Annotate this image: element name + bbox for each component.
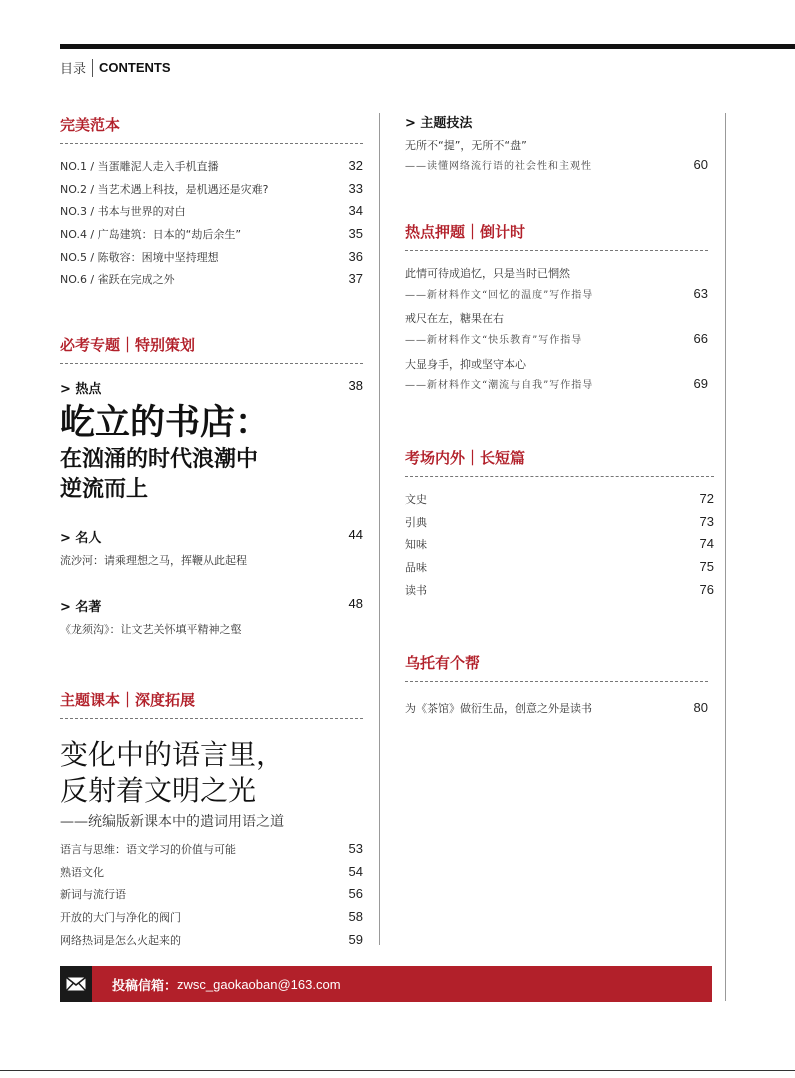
entry-title: NO.2 / 当艺术遇上科技，是机遇还是灾难? [60,182,269,196]
toc-entry[interactable] [60,203,363,226]
hotpoint-list [405,263,708,399]
toc-entry[interactable] [60,226,363,249]
entry-page: 59 [348,931,363,947]
toc-entry[interactable] [405,582,714,605]
toc-entry[interactable] [60,932,363,955]
submission-bar [60,966,712,1002]
entry-title: 品味 [405,561,427,575]
technique-label: > 主题技法 [405,116,473,131]
technique-guide: ——读懂网络流行语的社会性和主观性 [405,161,592,172]
top-rule [60,44,795,49]
toc-entry[interactable] [60,158,363,181]
section-special [60,334,363,637]
header-en: CONTENTS [99,60,171,75]
section-title: 必考专题｜特别策划 [60,334,363,364]
textbook-headline-2: 反射着文明之光 [60,774,257,807]
hotpoint-text: 大显身手，抑或坚守本心 [405,357,526,371]
entry-page: 35 [348,226,363,242]
toc-entry[interactable] [60,841,363,864]
utopia-text: 为《茶馆》做衍生品，创意之外是读书 [405,702,592,715]
hot-label: > 热点 [60,382,102,397]
section-utopia [405,652,708,723]
entry-title: NO.5 / 陈敬容：困境中坚持理想 [60,250,219,264]
entry-title: 网络热词是怎么火起来的 [60,933,181,947]
entry-title: NO.6 / 雀跃在完成之外 [60,273,175,287]
hot-headline: 屹立的书店： [60,403,271,443]
textbook-subtitle: ——统编版新课本中的遣词用语之道 [60,814,284,830]
entry-page: 58 [348,909,363,925]
perfect-list [60,158,363,294]
hotpoint-page: 63 [693,285,708,301]
entry-page: 54 [348,863,363,879]
submission-label: 投稿信箱： [112,978,178,994]
person-label: > 名人 [60,531,102,546]
textbook-headline-1: 变化中的语言里， [60,738,285,771]
book-label: > 名著 [60,600,102,615]
section-textbook [60,689,363,954]
entry-page: 75 [699,559,714,575]
technique-entry[interactable] [405,157,708,180]
entry-page: 53 [348,841,363,856]
entry-page: 72 [699,491,714,506]
hot-subheadline-2: 逆流而上 [60,477,149,502]
section-title: 热点押题｜倒计时 [405,221,708,251]
textbook-list [60,841,363,954]
entry-title: 熟语文化 [60,865,104,879]
toc-entry[interactable] [60,271,363,294]
toc-entry[interactable] [405,559,714,582]
person-text: 流沙河：请乘理想之马，挥鞭从此起程 [60,554,247,567]
hotpoint-entry[interactable] [405,331,708,354]
book-text: 《龙须沟》：让文艺关怀填平精神之壑 [60,623,242,636]
entry-page: 56 [348,886,363,902]
envelope-icon [60,966,92,1002]
hotpoint-text: 戒尺在左，糖果在右 [405,312,504,326]
entry-title: NO.4 / 广岛建筑：日本的“劫后余生” [60,228,242,242]
hotpoint-guide: ——新材料作文“快乐教育”写作指导 [405,335,583,347]
section-title: 完美范本 [60,114,363,144]
book-page: 48 [348,596,363,611]
header-divider [92,59,93,77]
section-technique [405,112,708,180]
right-rule [725,113,726,1001]
entry-title: 读书 [405,583,427,597]
person-entry[interactable] [60,527,363,546]
hotpoint-guide: ——新材料作文“回忆的温度”写作指导 [405,289,594,301]
hot-subheadline-1: 在汹涌的时代浪潮中 [60,447,259,472]
hotpoint-page: 69 [693,376,708,392]
utopia-page: 80 [693,700,708,715]
hotpoint-page: 66 [693,331,708,347]
technique-page: 60 [693,157,708,172]
book-entry[interactable] [60,596,363,615]
entry-page: 34 [348,203,363,219]
entry-page: 33 [348,180,363,196]
column-divider [379,113,380,945]
utopia-entry[interactable] [405,700,708,723]
entry-title: NO.3 / 书本与世界的对白 [60,205,186,219]
toc-header [60,58,171,77]
entry-page: 74 [699,536,714,552]
hotpoint-entry[interactable] [405,376,708,399]
section-perfect [60,114,363,294]
toc-entry[interactable] [405,514,714,537]
hot-page: 38 [348,378,363,393]
entry-title: 开放的大门与净化的阀门 [60,911,181,925]
section-exam [405,447,714,604]
entry-title: 新词与流行语 [60,888,126,902]
technique-text: 无所不“提”，无所不“盘” [405,139,527,152]
hotpoint-guide: ——新材料作文“潮流与自我”写作指导 [405,380,594,392]
section-title: 考场内外｜长短篇 [405,447,714,477]
entry-page: 76 [699,581,714,597]
entry-title: 引典 [405,515,427,529]
toc-entry[interactable] [60,864,363,887]
hotpoint-text: 此情可待成追忆，只是当时已惘然 [405,267,570,280]
entry-title: 知味 [405,538,427,552]
toc-entry[interactable] [405,491,714,514]
section-title: 主题课本｜深度拓展 [60,689,363,719]
toc-entry[interactable] [60,249,363,272]
section-title: 乌托有个帮 [405,652,708,682]
entry-title: NO.1 / 当蛋雕泥人走入手机直播 [60,160,219,173]
exam-list [405,491,714,604]
entry-title: 文史 [405,493,427,506]
toc-entry[interactable] [60,909,363,932]
hotpoint-entry[interactable] [405,286,708,309]
toc-entry[interactable] [60,886,363,909]
entry-page: 36 [348,248,363,264]
toc-entry[interactable] [405,536,714,559]
person-page: 44 [348,527,363,542]
bottom-rule [0,1070,795,1071]
submission-email[interactable]: zwsc_gaokaoban@163.com [177,976,341,992]
hot-entry[interactable] [60,378,363,397]
toc-entry[interactable] [60,181,363,204]
section-hotpoint [405,221,708,399]
entry-page: 37 [348,271,363,287]
entry-page: 32 [348,158,363,173]
entry-title: 语言与思维：语文学习的价值与可能 [60,843,236,856]
entry-page: 73 [699,513,714,529]
header-zh: 目录 [60,62,87,77]
